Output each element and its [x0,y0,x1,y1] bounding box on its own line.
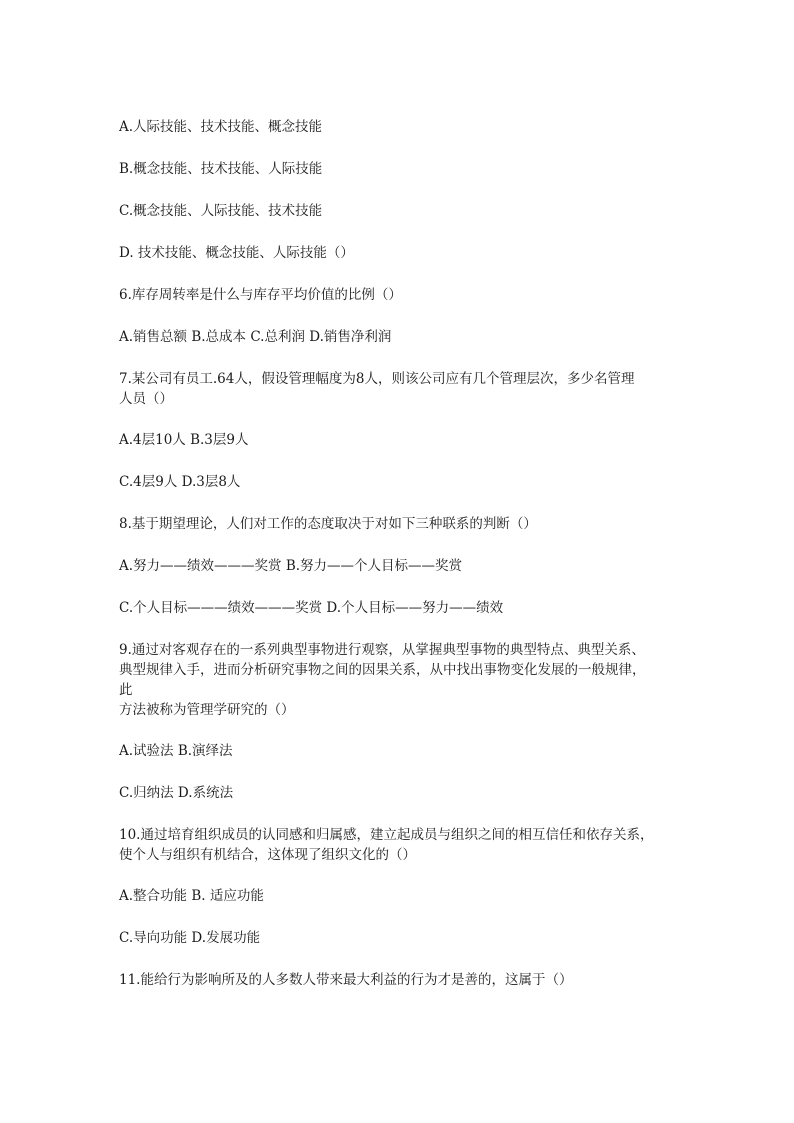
question-8: 8.基于期望理论，人们对工作的态度取决于对如下三种联系的判断（） [119,516,537,532]
options-q9-cd: C.归纳法 D.系统法 [119,785,234,801]
question-10-line-1: 10.通过培育组织成员的认同感和归属感，建立起成员与组织之间的相互信任和依存关系， [119,827,654,843]
question-6: 6.库存周转率是什么与库存平均价值的比例（） [119,287,402,303]
question-9 [119,640,679,720]
question-7 [119,369,679,409]
question-9-line-3: 此 [119,682,133,698]
options-q7-cd: C.4层9人 D.3层8人 [119,474,241,490]
option-b-q5: B.概念技能、技术技能、人际技能 [119,161,323,177]
question-9-line-4: 方法被称为管理学研究的（） [119,702,295,718]
options-q10-ab: A.整合功能 B. 适应功能 [119,888,264,904]
options-q9-ab: A.试验法 B.演绎法 [119,743,233,759]
question-9-line-2: 典型规律入手，进而分析研究事物之间的因果关系，从中找出事物变化发展的一般规律， [119,662,646,678]
options-q10-cd: C.导向功能 D.发展功能 [119,930,261,946]
question-7-line-1: 7.某公司有员工.64人，假设管理幅度为8人，则该公司应有几个管理层次，多少名管理 [119,371,635,387]
options-q8-cd: C.个人目标———绩效———奖赏 D.个人目标——努力——绩效 [119,600,504,616]
question-7-line-2: 人员（） [119,391,173,407]
option-d-q5: D. 技术技能、概念技能、人际技能（） [119,245,354,261]
option-a-q5: A.人际技能、技术技能、概念技能 [119,119,323,135]
question-10 [119,825,679,865]
options-q6: A.销售总额 B.总成本 C.总利润 D.销售净利润 [119,329,392,345]
question-11: 11.能给行为影响所及的人多数人带来最大利益的行为才是善的，这属于（） [119,972,573,988]
options-q8-ab: A.努力——绩效———奖赏 B.努力——个人目标——奖赏 [119,558,463,574]
option-c-q5: C.概念技能、人际技能、技术技能 [119,203,323,219]
question-9-line-1: 9.通过对客观存在的一系列典型事物进行观察，从掌握典型事物的典型特点、典型关系、 [119,642,645,658]
question-10-line-2: 使个人与组织有机结合，这体现了组织文化的（） [119,847,416,863]
options-q7-ab: A.4层10人 B.3层9人 [119,432,249,448]
document-content [119,117,679,1012]
